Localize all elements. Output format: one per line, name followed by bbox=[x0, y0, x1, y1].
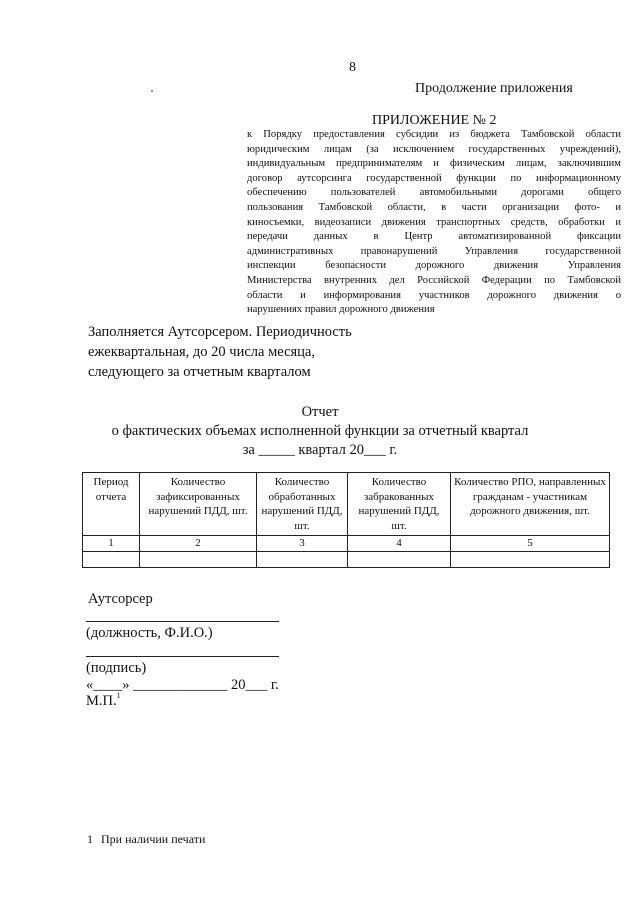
scan-dot bbox=[151, 90, 153, 92]
column-number: 2 bbox=[140, 536, 257, 552]
column-number: 4 bbox=[348, 536, 451, 552]
column-number: 1 bbox=[83, 536, 140, 552]
report-subtitle: о фактических объемах исполненной функции за отчетный квартал bbox=[111, 423, 529, 439]
table-number-row bbox=[83, 536, 610, 552]
appendix-line: пользования Тамбовской области, в части организации фото- и bbox=[247, 201, 621, 213]
page-number: 8 bbox=[349, 60, 356, 75]
table-cell[interactable] bbox=[83, 551, 140, 567]
outsourcer-label: Аутсорсер bbox=[88, 591, 153, 607]
column-number: 5 bbox=[451, 536, 610, 552]
appendix-title: ПРИЛОЖЕНИЕ № 2 bbox=[372, 113, 497, 128]
header-period: Период отчета bbox=[83, 473, 140, 536]
seal-text: М.П. bbox=[86, 693, 117, 709]
appendix-line: индивидуальным предпринимателям и физическим лицам, заключившим bbox=[247, 158, 621, 170]
position-label: (должность, Ф.И.О.) bbox=[86, 625, 213, 641]
fill-note-line: Заполняется Аутсорсером. Периодичность bbox=[88, 324, 352, 340]
header-rpo-sent: Количество РПО, направленных гражданам - участникам дорожного движения, шт. bbox=[451, 473, 610, 536]
date-field[interactable]: «____» _____________ 20___ г. bbox=[86, 677, 279, 693]
appendix-line: договор аутсорсинга государственной функции по информационному bbox=[247, 172, 621, 184]
footnote-text: При наличии печати bbox=[101, 832, 206, 846]
continuation-label: Продолжение приложения bbox=[415, 81, 573, 96]
table-cell[interactable] bbox=[451, 551, 610, 567]
table-cell[interactable] bbox=[140, 551, 257, 567]
report-table bbox=[82, 472, 610, 568]
header-recorded: Количество зафиксированных нарушений ПДД, шт. bbox=[140, 473, 257, 536]
footnote bbox=[87, 832, 205, 847]
appendix-line: передачи данных в Центр автоматизированной фиксации bbox=[247, 231, 621, 243]
appendix-line: области и информирования участников дорожного движения о bbox=[247, 289, 621, 301]
table-cell[interactable] bbox=[257, 551, 348, 567]
header-processed: Количество обработанных нарушений ПДД, шт. bbox=[257, 473, 348, 536]
signature-label: (подпись) bbox=[86, 660, 147, 676]
signature-field-line[interactable] bbox=[86, 656, 279, 657]
footnote-reference: 1 bbox=[116, 691, 121, 700]
appendix-description bbox=[247, 128, 621, 318]
appendix-line: юридическим лицам (за исключением государственных учреждений), bbox=[247, 143, 621, 155]
column-number: 3 bbox=[257, 536, 348, 552]
appendix-line: Министерства внутренних дел Российской Федерации по Тамбовской bbox=[247, 274, 621, 286]
fill-note-line: следующего за отчетным кварталом bbox=[88, 364, 311, 380]
report-heading bbox=[0, 403, 640, 460]
appendix-line: административных правонарушений Управления государственной bbox=[247, 245, 621, 257]
table-cell[interactable] bbox=[348, 551, 451, 567]
footnote-mark: 1 bbox=[87, 832, 93, 846]
position-field-line[interactable] bbox=[86, 621, 279, 622]
appendix-line: к Порядку предоставления субсидии из бюджета Тамбовской области bbox=[247, 129, 621, 140]
report-title: Отчет bbox=[301, 404, 339, 420]
fill-note-line: ежеквартальная, до 20 числа месяца, bbox=[88, 344, 315, 360]
appendix-line: инспекции безопасности дорожного движения Управления bbox=[247, 260, 621, 272]
table-row bbox=[83, 551, 610, 567]
appendix-line: нарушениях правил дорожного движения bbox=[247, 304, 435, 316]
appendix-line: обеспечению пользователей автомобильными дорогами общего bbox=[247, 187, 621, 199]
table-header-row bbox=[83, 473, 610, 536]
seal-label bbox=[86, 693, 121, 710]
report-period: за _____ квартал 20___ г. bbox=[242, 442, 398, 458]
header-rejected: Количество забракованных нарушений ПДД, шт. bbox=[348, 473, 451, 536]
appendix-line: киносъемки, видеозаписи движения транспортных средств, обработки и bbox=[247, 216, 621, 228]
fill-instructions bbox=[88, 322, 352, 382]
